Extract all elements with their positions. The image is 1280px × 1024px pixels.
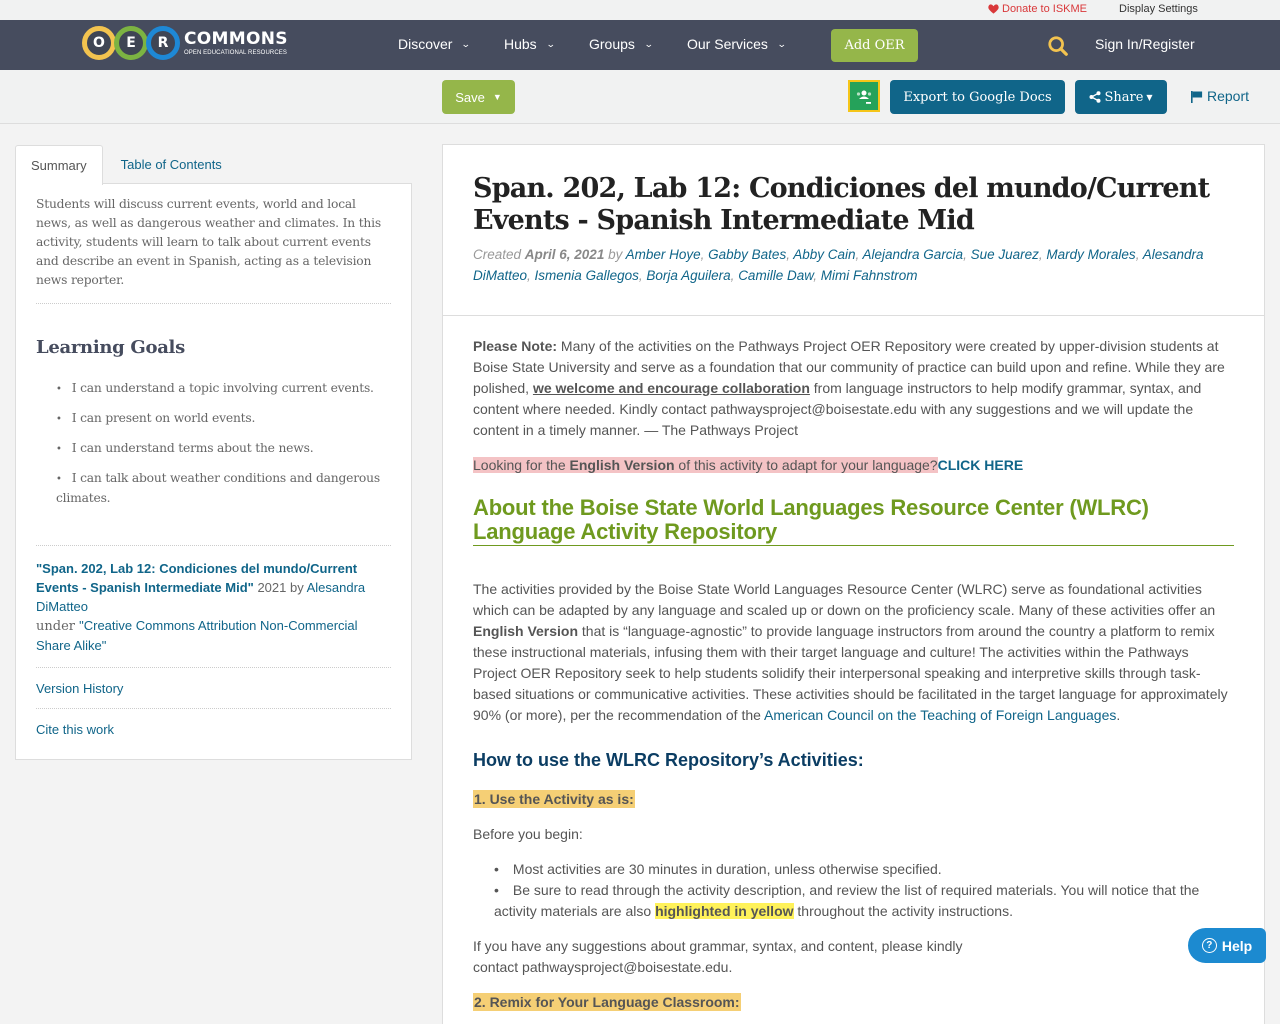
save-button[interactable]	[442, 80, 515, 114]
google-classroom-button[interactable]	[848, 80, 880, 112]
cite-this-work-link[interactable]: Cite this work	[36, 722, 115, 737]
share-icon	[1089, 91, 1101, 103]
collaboration-emphasis: we welcome and encourage collaboration	[532, 380, 810, 396]
list-item	[494, 880, 1234, 922]
chevron-down-icon: ⌄	[545, 38, 556, 49]
author-link[interactable]: Ismenia Gallegos	[534, 268, 639, 283]
author-link[interactable]: Amber Hoye	[625, 247, 701, 262]
flag-icon	[1190, 90, 1203, 103]
english-line-post: of this activity to adapt for your language?	[674, 457, 938, 473]
about-end: .	[1116, 707, 1121, 723]
logo-e-circle: E	[114, 26, 148, 60]
created-date: April 6, 2021	[524, 247, 605, 262]
author-link[interactable]: Mimi Fahnstrom	[820, 268, 918, 283]
page-title: Span. 202, Lab 12: Condiciones del mundo/Current Events - Spanish Intermediate Mid	[473, 173, 1210, 236]
report-link[interactable]	[1190, 88, 1249, 104]
main-content	[442, 144, 1265, 1024]
share-button[interactable]	[1075, 80, 1167, 114]
resource-summary: Students will discuss current events, world and local news, as well as dangerous weather and climates. In this activity, students will learn to talk about current events and describe an event in Spanish, acting as a television news reporter.	[36, 195, 391, 304]
before-begin-list	[473, 859, 1234, 922]
caret-down-icon: ▼	[1146, 92, 1153, 102]
learning-goal-item: • I can present on world events.	[56, 409, 391, 429]
by-label: by	[604, 247, 626, 262]
nav-discover-label: Discover	[398, 36, 453, 52]
donate-label: Donate to ISKME	[1002, 3, 1087, 15]
about-text: The activities provided by the Boise State World Languages Resource Center (WLRC) serve as foundational activities which can be adapted by any language and scaled up or down on the proficiency scale. Many of these activities offer an	[473, 581, 1216, 618]
search-icon[interactable]	[1047, 35, 1069, 57]
author-link[interactable]: Sue Juarez	[970, 247, 1039, 262]
english-version-highlight	[473, 457, 938, 473]
author-link[interactable]: Abby Cain	[793, 247, 856, 262]
english-version-bold: English Version	[473, 623, 579, 639]
author-link[interactable]: Mardy Morales	[1046, 247, 1136, 262]
bullet-text: Be sure to read through the activity description, and review the list of required materials. You will notice that the activity materials are also	[494, 882, 1200, 919]
version-history-link[interactable]: Version History	[36, 668, 391, 709]
author-link[interactable]: Alesandra DiMatteo	[473, 247, 1204, 283]
suggestions-paragraph	[473, 936, 1234, 978]
author-link[interactable]: Camille Daw	[738, 268, 814, 283]
add-oer-button[interactable]: Add OER	[831, 29, 918, 62]
learning-goal-item: • I can talk about weather conditions and dangerous climates.	[56, 469, 391, 508]
main-navbar	[0, 20, 1280, 70]
nav-hubs-label: Hubs	[504, 36, 537, 52]
logo-title: COMMONS	[184, 28, 288, 49]
author-link[interactable]: Gabby Bates	[708, 247, 787, 262]
resource-meta: Created April 6, 2021 by Amber Hoye, Gabby Bates, Abby Cain, Alejandra Garcia, Sue Juarez, Mardy Morales, Alesandra DiMatteo, Ismenia Gallegos, Borja Aguilera, Camille Daw, Mimi Fahnstrom	[473, 247, 1204, 283]
tab-summary[interactable]: Summary	[15, 145, 103, 185]
nav-groups[interactable]	[589, 36, 652, 52]
display-settings-link[interactable]: Display Settings	[1119, 3, 1198, 15]
english-line-pre: Looking for the	[473, 457, 570, 473]
utility-bar	[0, 0, 1280, 20]
chevron-down-icon: ⌄	[776, 38, 787, 49]
logo-text	[184, 28, 288, 56]
help-button[interactable]	[1188, 928, 1266, 963]
step-1-line	[473, 789, 1234, 810]
suggest-line-1: If you have any suggestions about grammar, syntax, and content, please kindly	[473, 938, 963, 954]
nav-our-services[interactable]	[687, 36, 785, 52]
about-paragraph	[473, 579, 1234, 726]
action-bar	[0, 70, 1280, 124]
learning-goals-heading: Learning Goals	[36, 337, 185, 358]
report-label: Report	[1207, 88, 1250, 104]
oer-commons-logo[interactable]	[82, 26, 288, 60]
how-to-use-heading: How to use the WLRC Repository’s Activities:	[473, 750, 864, 770]
please-note-paragraph	[473, 336, 1234, 441]
resource-body	[443, 316, 1264, 1024]
actfl-link[interactable]: American Council on the Teaching of Foreign Languages	[764, 707, 1117, 723]
attribution-author-link[interactable]: Alesandra DiMatteo	[36, 580, 366, 614]
logo-subtitle: OPEN EDUCATIONAL RESOURCES	[184, 49, 287, 56]
bullet-text: throughout the activity instructions.	[793, 903, 1013, 919]
google-classroom-icon	[853, 85, 875, 107]
question-circle-icon: ?	[1202, 938, 1217, 953]
step-2-heading: 2. Remix for Your Language Classroom:	[474, 994, 740, 1010]
list-item: • Most activities are 30 minutes in duration, unless otherwise specified.	[494, 859, 1234, 880]
donate-link[interactable]	[988, 3, 1087, 15]
english-version-line	[473, 455, 1234, 476]
about-text: that is “language-agnostic” to provide language instructors from around the country a platform to remix these instructional materials, infusing them with their target language and culture! The activities within the Pathways Project OER Repository seek to help students solidify their interpersonal speaking and interpretive skills through task-based situations or communicative activities. These activities should be facilitated in the target language for approximately 90% (or more), per the recommendation of the	[473, 623, 1228, 723]
suggest-line-2: contact pathwaysproject@boisestate.edu.	[473, 959, 733, 975]
nav-hubs[interactable]	[504, 36, 554, 52]
sidebar-panel	[15, 183, 412, 760]
created-label: Created	[473, 247, 525, 262]
click-here-link[interactable]: CLICK HERE	[937, 457, 1024, 473]
attribution-title-link[interactable]: "Span. 202, Lab 12: Condiciones del mundo/Current Events - Spanish Intermediate Mid"	[36, 561, 358, 595]
attribution-year-by: 2021 by	[253, 580, 307, 595]
author-link[interactable]: Borja Aguilera	[646, 268, 731, 283]
logo-r-circle: R	[146, 26, 180, 60]
sidebar-tabs	[15, 145, 412, 184]
tab-table-of-contents[interactable]: Table of Contents	[120, 157, 222, 172]
about-wlrc-heading: About the Boise State World Languages Resource Center (WLRC) Language Activity Repository	[473, 496, 1234, 546]
nav-discover[interactable]	[398, 36, 470, 52]
highlighted-in-yellow: highlighted in yellow	[655, 903, 794, 919]
english-version-bold: English Version	[569, 457, 675, 473]
share-label: Share	[1104, 89, 1144, 105]
step-2-line	[473, 992, 1234, 1013]
please-note-label: Please Note:	[473, 338, 558, 354]
attribution-under: under	[36, 619, 80, 634]
export-to-google-docs-button[interactable]: Export to Google Docs	[890, 80, 1065, 114]
learning-goal-item: • I can understand terms about the news.	[56, 439, 391, 459]
license-link[interactable]: "Creative Commons Attribution Non-Commercial Share Alike"	[36, 618, 358, 653]
resource-header	[443, 145, 1264, 316]
chevron-down-icon: ⌄	[643, 38, 654, 49]
caret-down-icon: ▼	[492, 92, 502, 102]
help-label: Help	[1221, 937, 1253, 954]
author-link[interactable]: Alejandra Garcia	[862, 247, 964, 262]
before-you-begin: Before you begin:	[473, 826, 583, 842]
attribution-block	[36, 546, 391, 668]
step-1-heading: 1. Use the Activity as is:	[474, 791, 634, 807]
nav-groups-label: Groups	[589, 36, 635, 52]
note-text: from language instructors to help modify grammar, syntax, and content where needed. Kindly contact pathwaysproject@boisestate.edu with any suggestions and we will update the content in a timely manner. — The Pathways Project	[473, 380, 1202, 438]
note-text: Many of the activities on the Pathways Project OER Repository were created by upper-division students at Boise State University and serve as a foundation that our community of practice can build upon and refine. While they are polished,	[473, 338, 1225, 396]
save-label: Save	[455, 89, 485, 105]
nav-our-services-label: Our Services	[687, 36, 768, 52]
chevron-down-icon: ⌄	[461, 38, 472, 49]
learning-goal-item: • I can understand a topic involving current events.	[56, 379, 391, 399]
sidebar	[15, 145, 412, 760]
sign-in-register-link[interactable]: Sign In/Register	[1095, 36, 1195, 52]
logo-o-circle: O	[82, 26, 116, 60]
heart-icon	[988, 4, 999, 14]
learning-goals-list	[36, 379, 391, 546]
